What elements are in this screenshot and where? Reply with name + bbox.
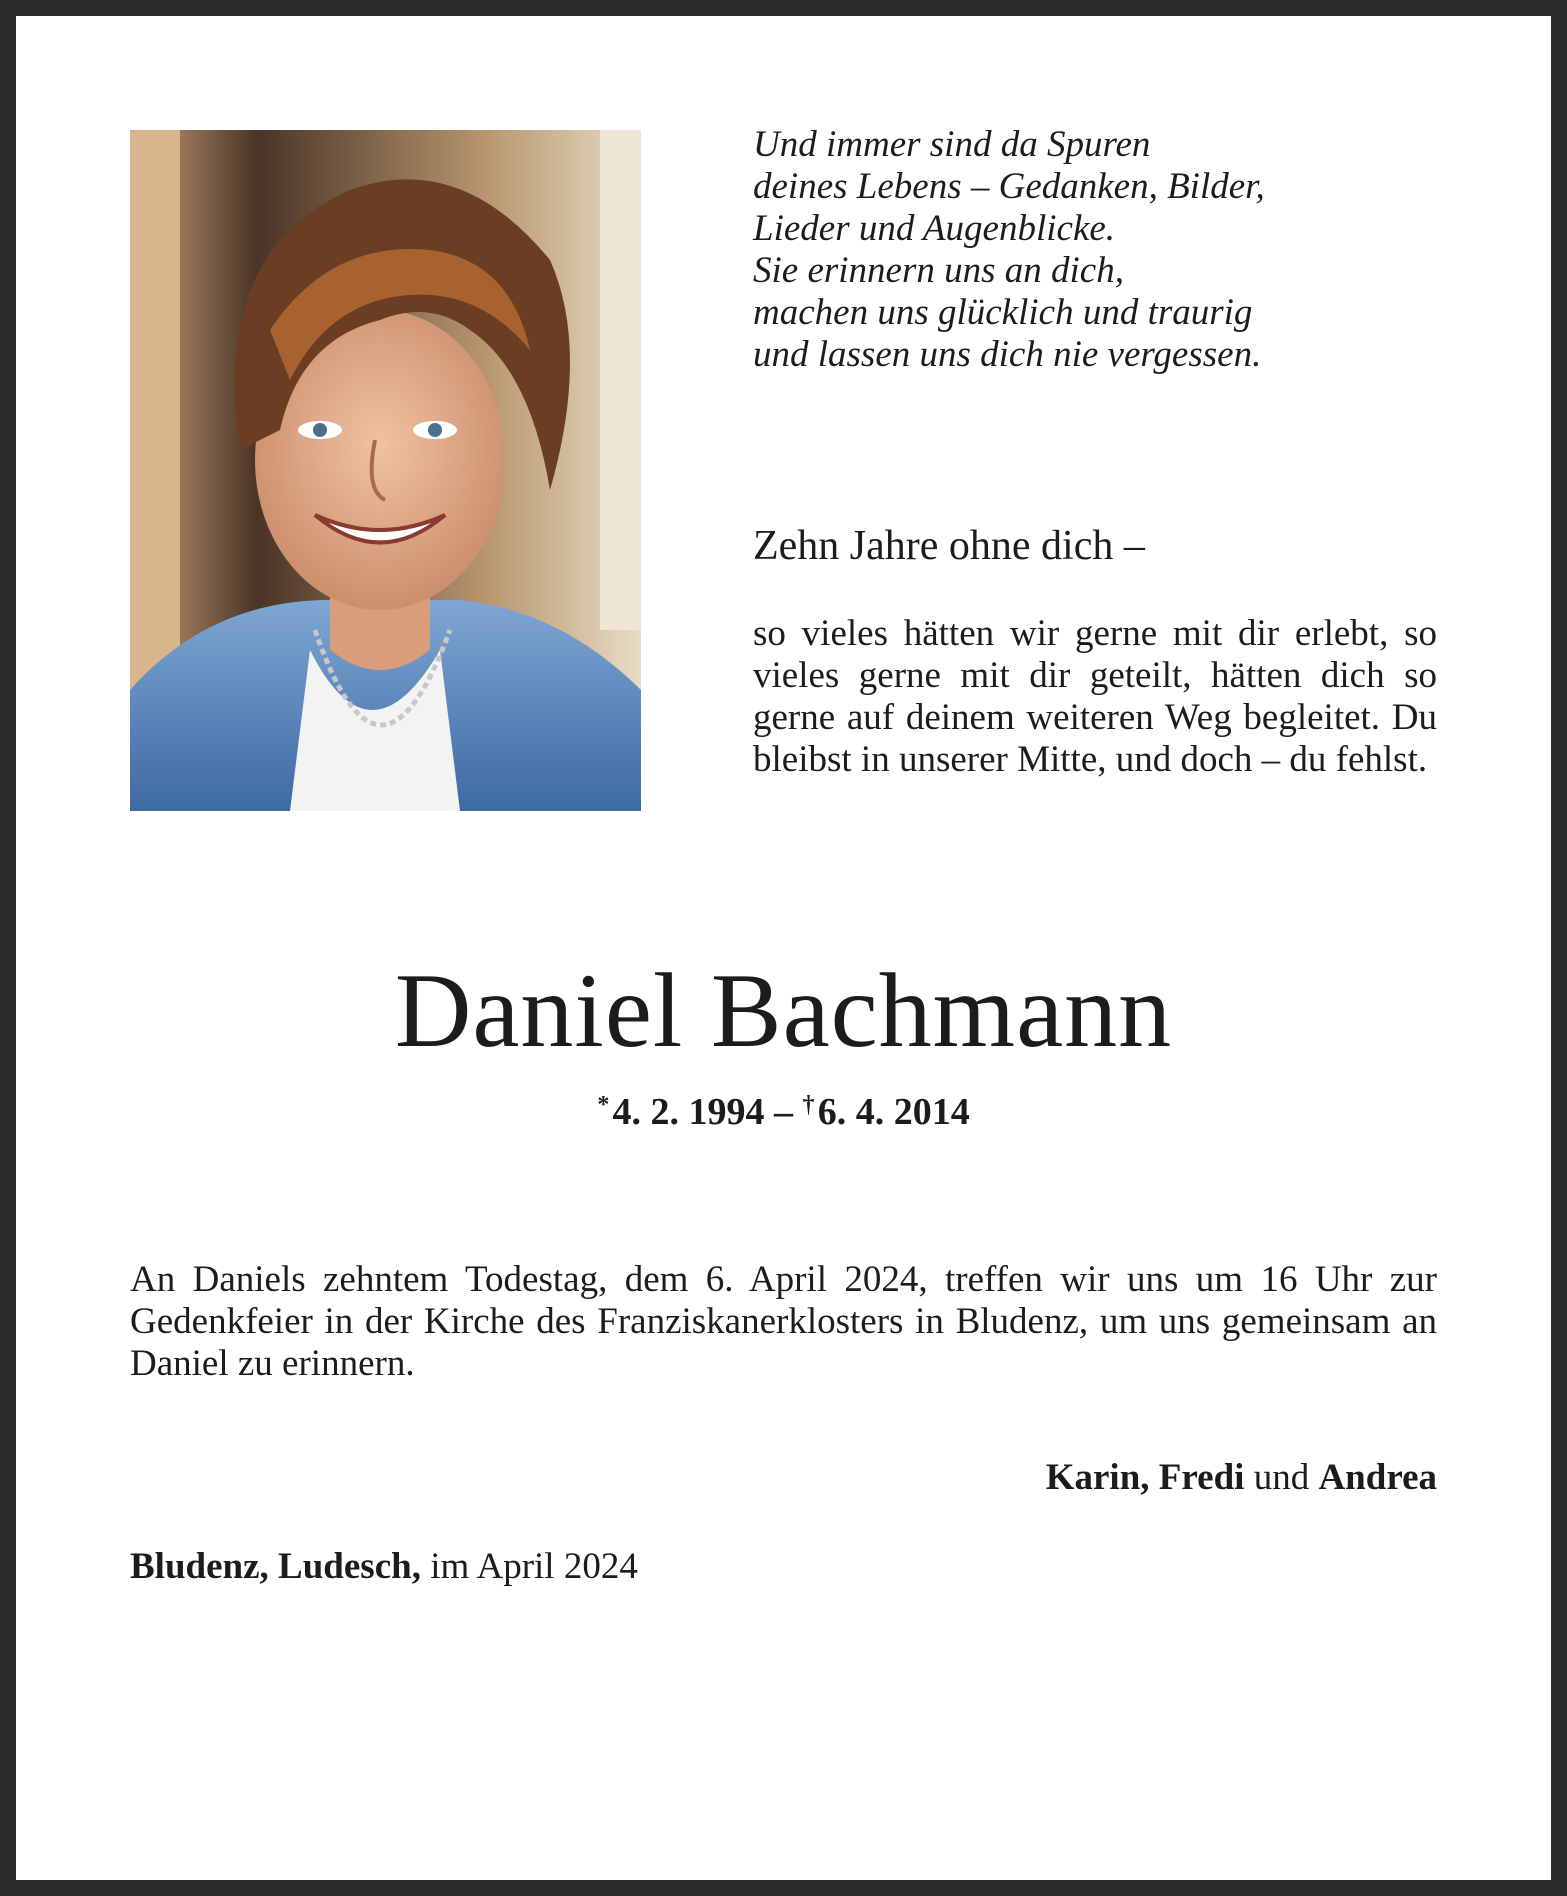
date-separator: –: [764, 1091, 803, 1133]
family-signature: [1046, 1454, 1437, 1502]
family-joiner: und: [1244, 1457, 1319, 1498]
poem-line: Lieder und Augenblicke.: [753, 208, 1116, 249]
poem-line: Und immer sind da Spuren: [753, 124, 1151, 165]
memorial-heading: Zehn Jahre ohne dich –: [753, 523, 1145, 569]
poem-line: und lassen uns dich nie vergessen.: [753, 334, 1262, 375]
announcement: An Daniels zehntem Todestag, dem 6. April 2024, treffen wir uns um 16 Uhr zur Gedenkfeier in der Kirche des Franziskanerklosters in Bludenz, um uns gemeinsam an Daniel zu erinnern.: [130, 1259, 1437, 1384]
memorial-paragraph: so vieles hätten wir gerne mit dir erlebt, so vieles gerne mit dir geteilt, hätten dich so gerne auf deinem weiteren Weg begleitet. Du bleibst in unserer Mitte, und doch – du fehlst.: [753, 613, 1437, 780]
deceased-name: Daniel Bachmann: [394, 952, 1173, 1069]
death-symbol: †: [802, 1092, 815, 1118]
family-names-1: Karin, Fredi: [1045, 1457, 1245, 1498]
place-date: [130, 1543, 638, 1591]
poem-line: Sie erinnern uns an dich,: [753, 250, 1124, 291]
portrait-photo: [130, 130, 641, 811]
place-locations: Bludenz, Ludesch,: [130, 1546, 421, 1587]
birth-symbol: *: [597, 1092, 610, 1118]
place-month: im April 2024: [420, 1546, 638, 1587]
obituary-page: [16, 16, 1551, 1880]
death-date: 6. 4. 2014: [817, 1091, 970, 1133]
portrait-illustration: [130, 130, 641, 811]
family-names-2: Andrea: [1318, 1457, 1437, 1498]
poem-line: machen uns glücklich und traurig: [753, 292, 1253, 333]
poem-line: deines Lebens – Gedanken, Bilder,: [753, 166, 1265, 207]
life-dates: [16, 1081, 1551, 1136]
birth-date: 4. 2. 1994: [612, 1091, 765, 1133]
poem: [753, 124, 1473, 376]
